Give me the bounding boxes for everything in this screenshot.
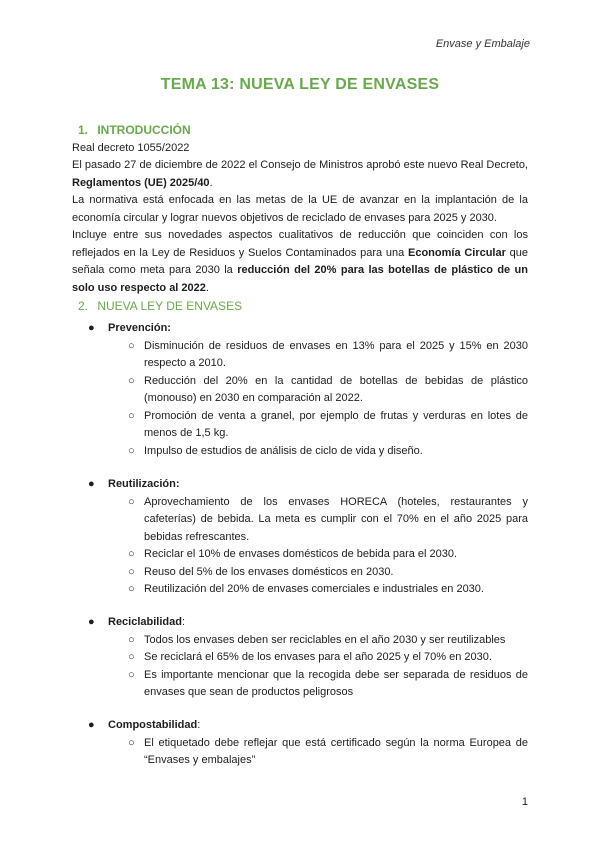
bullet-dot-icon: ● (88, 322, 95, 334)
page-number: 1 (521, 796, 528, 808)
circle-bullet-icon: ○ (128, 409, 135, 422)
bold-text: reducción del 20% para las botellas de plástico de un solo uso respecto al 2022 (72, 264, 528, 294)
list-item (72, 373, 528, 408)
list-item (72, 564, 528, 582)
section-heading-2 (72, 298, 528, 316)
circle-bullet-icon: ○ (128, 548, 135, 560)
paragraph-text: . (205, 281, 209, 294)
circle-bullet-icon: ○ (128, 583, 135, 595)
group-label (72, 320, 528, 338)
circle-bullet-icon: ○ (128, 495, 135, 508)
list-item (72, 735, 528, 770)
list-item-text: Reuso del 5% de los envases domésticos en 2030. (144, 565, 394, 578)
paragraph-2: La normativa está enfocada en las metas de la UE de avanzar en la implantación de la economía circular y lograr nuevos objetivos de reciclado de envases para 2025 y 2030. (72, 194, 528, 224)
list-item (72, 494, 528, 547)
circle-bullet-icon: ○ (128, 736, 135, 749)
paragraph-text: que señala como meta para 2030 la (72, 246, 528, 276)
bold-text: Reglamentos (UE) 2025/40 (72, 176, 210, 189)
bullet-dot-icon: ● (88, 616, 95, 628)
group-compostabilidad (72, 715, 528, 770)
group-reutilizacion (72, 474, 528, 599)
section-title: INTRODUCCIÓN (97, 123, 191, 137)
group-label-text: Compostabilidad (108, 719, 198, 731)
document-header-label: Envase y Embalaje (435, 38, 530, 50)
circle-bullet-icon: ○ (128, 633, 135, 646)
list-item (72, 581, 528, 599)
group-label-text: Reutilización: (108, 478, 180, 490)
circle-bullet-icon: ○ (128, 339, 135, 352)
section-introduccion (72, 122, 528, 316)
list-item-text: Es importante mencionar que la recogida debe ser separada de residuos de envases que sean de productos peligrosos (144, 668, 528, 698)
list-item (72, 546, 528, 564)
list-item-text: Disminución de residuos de envases en 13% para el 2025 y 15% en 2030 respecto a 2010. (144, 339, 528, 369)
list-item-text: Se reciclará el 65% de los envases para el año 2025 y el 70% en 2030. (144, 651, 492, 663)
group-label (72, 614, 528, 632)
section-title: NUEVA LEY DE ENVASES (97, 299, 243, 313)
section-heading-1 (72, 122, 528, 140)
list-item-text: Impulso de estudios de análisis de ciclo de vida y diseño. (144, 444, 423, 457)
list-item-text: Reutilización del 20% de envases comerciales e industriales en 2030. (144, 583, 484, 595)
section-number: 1. (78, 123, 89, 137)
list-item (72, 632, 528, 650)
list-item-text: Aprovechamiento de los envases HORECA (hoteles, restaurantes y cafeterías) de bebida. La meta es cumplir con el 70% en el año 2025 para bebidas refrescantes. (144, 495, 528, 543)
bullet-dot-icon: ● (88, 478, 95, 490)
list-item-text: Reducción del 20% en la cantidad de botellas de bebidas de plástico (monouso) en 2030 en comparación al 2022. (144, 374, 528, 404)
bold-text: Economía Circular (408, 246, 506, 259)
decree-reference: Real decreto 1055/2022 (72, 141, 190, 154)
circle-bullet-icon: ○ (128, 651, 135, 663)
list-item (72, 338, 528, 373)
paragraph-text: . (209, 176, 213, 189)
circle-bullet-icon: ○ (128, 444, 135, 457)
paragraph-text: Incluye entre sus novedades aspectos cualitativos de reducción que coinciden con los reflejados en la Ley de Residuos y Suelos Contaminados para una (72, 229, 528, 259)
circle-bullet-icon: ○ (128, 668, 135, 681)
list-item (72, 649, 528, 667)
group-reciclabilidad (72, 612, 528, 702)
circle-bullet-icon: ○ (128, 565, 135, 578)
list-item-text: Promoción de venta a granel, por ejemplo de frutas y verduras en lotes de menos de 1,5 kg. (144, 409, 528, 439)
circle-bullet-icon: ○ (128, 374, 135, 387)
group-prevencion (72, 318, 528, 460)
list-item (72, 667, 528, 702)
group-label-text: Prevención: (108, 322, 171, 334)
group-label-suffix: : (197, 719, 201, 731)
group-label-text: Reciclabilidad (108, 616, 182, 628)
section-number: 2. (78, 299, 89, 313)
bullet-dot-icon: ● (88, 719, 95, 731)
paragraph-3 (72, 227, 528, 297)
list-item-text: Reciclar el 10% de envases domésticos de bebida para el 2030. (144, 548, 458, 560)
list-item (72, 443, 528, 461)
paragraph-1 (72, 157, 528, 192)
page-title: TEMA 13: NUEVA LEY DE ENVASES (160, 76, 440, 93)
paragraph-text: El pasado 27 de diciembre de 2022 el Consejo de Ministros aprobó este nuevo Real Decreto, (72, 159, 528, 171)
list-item-text: Todos los envases deben ser reciclables en el año 2030 y ser reutilizables (144, 633, 506, 646)
group-label-suffix: : (181, 616, 186, 628)
group-label (72, 476, 528, 494)
list-item (72, 408, 528, 443)
list-item-text: El etiquetado debe reflejar que está certificado según la norma Europea de “Envases y embalajes” (144, 736, 528, 766)
group-label (72, 717, 528, 735)
